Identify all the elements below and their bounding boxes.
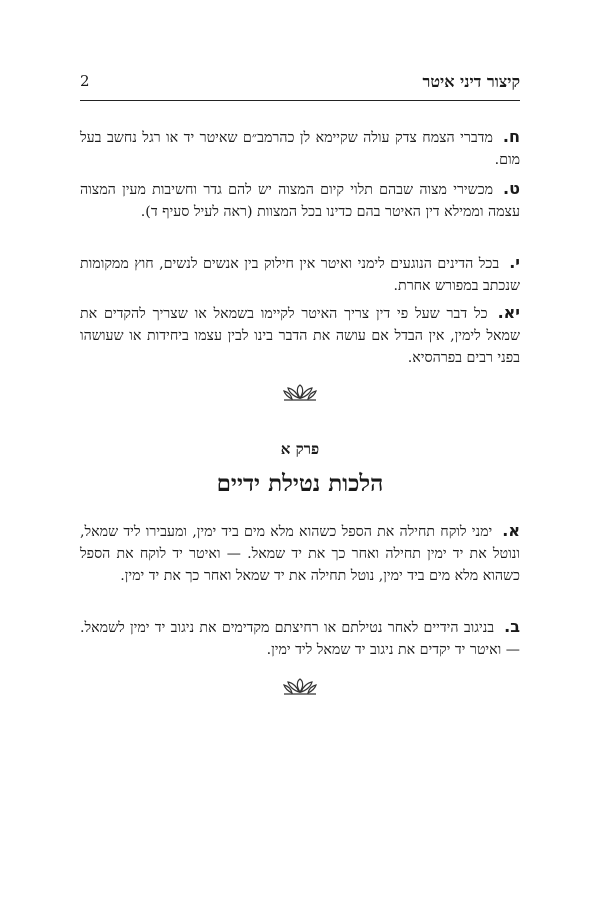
paragraph-bet (80, 616, 520, 661)
page-header (80, 72, 520, 101)
chapter-title: הלכות נטילת ידיים (216, 470, 384, 497)
paragraph-alef (80, 520, 520, 587)
running-title: קיצור דיני איטר (422, 72, 520, 91)
chapter-label: פרק א (280, 440, 320, 458)
floral-ornament-icon (280, 676, 320, 696)
paragraph-text: ימני לוקח תחילה את הספל כשהוא מלא מים ביד ימין, ומעבירו ליד שמאל, ונוטל את יד ימין תחילה ואחר כך את יד שמאל. — ואיטר יד לוקח את הספל כשהוא מלא מים ביד ימין, נוטל תחילה את יד שמאל ואחר כך את יד ימין. (80, 524, 520, 584)
paragraph-letter: ב. (504, 617, 520, 636)
paragraph-yud-alef (80, 302, 520, 369)
paragraph-yud (80, 252, 520, 297)
floral-ornament-icon (280, 382, 320, 402)
paragraph-letter: ח. (502, 127, 520, 146)
paragraph-text: כל דבר שעל פי דין צריך האיטר לקיימו בשמאל או שצריך להקדים את שמאל לימין, אין הבדל אם עושה את הדבר בינו לבין עצמו ביחידות או שעושהו בפני רבים בפרהסיא. (80, 306, 520, 366)
paragraph-letter: ט. (503, 179, 520, 198)
paragraph-letter: א. (502, 521, 520, 540)
paragraph-text: בניגוב הידיים לאחר נטילתם או רחיצתם מקדימים את ניגוב יד ימין לשמאל. — ואיטר יד יקדים את ניגוב יד שמאל ליד ימין. (80, 620, 520, 658)
paragraph-letter: יא. (497, 303, 520, 322)
paragraph-tet (80, 178, 520, 223)
page-number: 2 (80, 72, 90, 90)
paragraph-het (80, 126, 520, 171)
paragraph-text: מכשירי מצוה שבהם תלוי קיום המצוה יש להם גדר וחשיבות מעין המצוה עצמה וממילא דין האיטר בהם כדינו בכל המצוות (ראה לעיל סעיף ד). (80, 182, 520, 220)
paragraph-text: בכל הדינים הנוגעים לימני ואיטר אין חילוק בין אנשים לנשים, חוץ ממקומות שנכתב במפורש אחרת. (80, 256, 520, 294)
paragraph-letter: י. (509, 253, 520, 272)
paragraph-text: מדברי הצמח צדק עולה שקיימא לן כהרמב״ם שאיטר יד או רגל נחשב בעל מום. (80, 130, 520, 168)
